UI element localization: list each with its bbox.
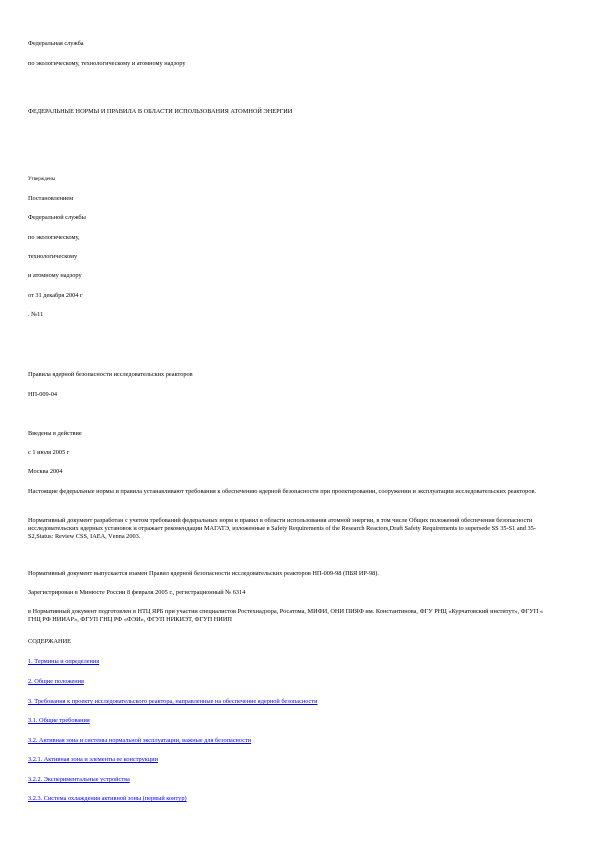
paragraph-authors: в Нормативный документ подготовлен в НТЦ ЯРБ при участии специалистов Ростехнадзора, Росатома, МИФИ, ОНИ ПИЯФ им. Константинова, ФГУ РНЦ «Курчатовский институт», ФГУП « ГНЦ РФ НИИАР», ФГУП ГНЦ РФ «ФЭИ», ФГУП НИКИЭТ, ФГУП НИИП: [28, 608, 543, 623]
paragraph-registration: Зарегистрирован в Минюсте России 8 февраля 2005 г., регистрационный № 6314: [28, 589, 246, 596]
agency-subtitle: по экологическому, технологическому и атомному надзору: [28, 60, 186, 67]
approval-line: Федеральной службы: [28, 214, 86, 221]
approval-line: . №11: [28, 311, 44, 318]
toc-link[interactable]: 3.1. Общие требования: [28, 717, 90, 724]
toc-link[interactable]: 2. Общие положения: [28, 678, 84, 685]
effective-date: с 1 июля 2005 г: [28, 449, 70, 456]
toc-heading: СОДЕРЖАНИЕ: [28, 638, 71, 645]
agency-name: Федеральная служба: [28, 40, 84, 47]
toc-link[interactable]: 3.2.3. Система охлаждения активной зоны (первый контур): [28, 795, 187, 802]
place-year: Москва 2004: [28, 468, 63, 475]
approval-line: и атомному надзору: [28, 272, 82, 279]
toc-link[interactable]: 3. Требования к проекту исследовательского реактора, направленные на обеспечение ядерной безопасности: [28, 698, 318, 705]
approval-line: технологическому: [28, 253, 78, 260]
document-series: ФЕДЕРАЛЬНЫЕ НОРМЫ И ПРАВИЛА В ОБЛАСТИ ИСПОЛЬЗОВАНИЯ АТОМНОЙ ЭНЕРГИИ: [28, 108, 293, 115]
approval-label: Утверждены: [28, 177, 56, 182]
paragraph-basis: Нормативный документ разработан с учетом требований федеральных норм и правил в области использования атомной энергии, в том числе Общих положений обеспечения безопасности исследовательских ядерных установок и отражает рекомендации МАГАТЭ, изложенные в Safety Requirements of the Research Reactors,Draft Safety Requirements to supersede SS 35-S1 and 35-S2,Status: Review CSS, IAEA, Vеnnа 2003.: [28, 517, 536, 540]
effective-label: Введены в действие: [28, 430, 82, 437]
paragraph-replaces: Нормативный документ выпускается взамен Правил ядерной безопасности исследовательских реакторов НП-009-98 (ПБЯ ИР-98).: [28, 570, 379, 577]
document-code: НП-009-04: [28, 391, 58, 398]
toc-link[interactable]: 1. Термины и определения: [28, 658, 100, 665]
toc-link[interactable]: 3.2.2. Экспериментальные устройства: [28, 776, 130, 783]
paragraph-scope: Настоящие федеральные нормы и правила устанавливают требования к обеспечению ядерной безопасности при проектировании, сооружении и эксплуатации исследовательских реакторов.: [28, 488, 537, 495]
toc-link[interactable]: 3.2.1. Активная зона и элементы ее конструкции: [28, 756, 158, 763]
toc-link[interactable]: 3.2. Активная зона и системы нормальной эксплуатации, важные для безопасности: [28, 737, 252, 744]
document-title: Правила ядерной безопасности исследовательских реакторов: [28, 371, 193, 378]
approval-line: по экологическому,: [28, 234, 80, 241]
approval-line: от 31 декабря 2004 г: [28, 292, 83, 299]
approval-line: Постановлением: [28, 195, 74, 202]
